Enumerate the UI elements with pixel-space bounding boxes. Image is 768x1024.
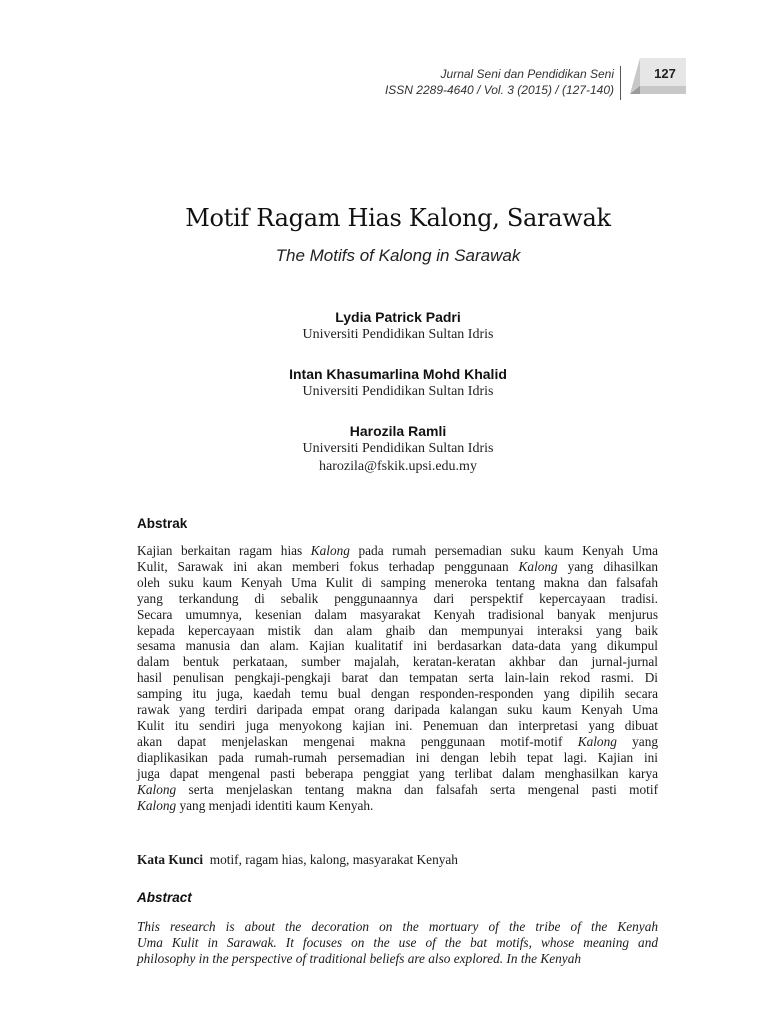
header-divider — [620, 66, 621, 100]
paragraph-line: juga dapat mengenal pasti beberapa penggiat yang terlibat dalam menghasilkan karya — [137, 765, 658, 781]
keywords-value: motif, ragam hias, kalong, masyarakat Kenyah — [209, 852, 458, 867]
author-affiliation: Universiti Pendidikan Sultan Idris — [302, 384, 494, 399]
paragraph-line: diaplikasikan pada rumah-rumah persemadian ini dengan lebih tepat lagi. Kajian ini — [137, 749, 658, 765]
journal-header — [385, 66, 614, 98]
paragraph-line: sesama manusia dan alam. Kajian kualitatif ini berdasarkan data-data yang dikumpul — [137, 638, 658, 654]
paragraph-line: akan dapat menjelaskan mengenai makna penggunaan motif-motif Kalong yang — [137, 733, 658, 749]
abstract-heading: Abstract — [137, 890, 192, 905]
paragraph-line: Secara umumnya, kesenian dalam masyarakat Kenyah tradisional banyak menjurus — [137, 606, 658, 622]
abstract-body — [137, 919, 658, 967]
paragraph-line: rawak yang terdiri daripada empat orang daripada kalangan suku kaum Kenyah Uma — [137, 702, 658, 718]
keywords — [137, 852, 658, 868]
paragraph-line: This research is about the decoration on the mortuary of the tribe of the Kenyah — [137, 919, 658, 934]
paragraph-line: dalam bentuk perkataan, sumber majalah, keratan-keratan akhbar dan jurnal-jurnal — [137, 654, 658, 670]
paper-subtitle: The Motifs of Kalong in Sarawak — [275, 246, 521, 265]
paragraph-line: oleh suku kaum Kenyah Uma Kulit di samping meneroka tentang makna dan falsafah — [137, 574, 658, 590]
paragraph-line: Kalong serta menjelaskan tentang makna dan falsafah serta mengenal pasti motif — [137, 781, 658, 797]
paragraph-line: kepada kepercayaan mistik dan alam ghaib dan mempunyai interaksi yang baik — [137, 622, 658, 638]
author-name: Harozila Ramli — [349, 423, 447, 439]
paper-title: Motif Ragam Hias Kalong, Sarawak — [185, 204, 611, 232]
paragraph-line: philosophy in the perspective of traditional beliefs are also explored. In the Kenyah — [137, 950, 582, 966]
author-name: Lydia Patrick Padri — [335, 309, 461, 325]
paragraph-line: samping itu juga, kaedah temu bual dengan responden-responden yang dipilih secara — [137, 686, 658, 702]
paragraph-line: Kulit itu sendiri juga menyokong kajian ini. Penemuan dan interpretasi yang dibuat — [137, 717, 658, 733]
abstrak-heading: Abstrak — [137, 516, 188, 531]
author-block — [0, 308, 768, 344]
author-name: Intan Khasumarlina Mohd Khalid — [289, 366, 507, 382]
author-block — [0, 365, 768, 401]
journal-name: Jurnal Seni dan Pendidikan Seni — [440, 67, 614, 81]
paragraph-line: hasil penulisan pengkaji-pengkaji barat dan tempatan serta lain-lain rekod rasmi. Di — [137, 670, 658, 686]
paragraph-line: Kulit, Sarawak ini akan memberi fokus terhadap penggunaan Kalong yang dihasilkan — [137, 558, 659, 574]
paragraph-line: Kajian berkaitan ragam hias Kalong pada rumah persemadian suku kaum Kenyah Uma — [137, 543, 658, 558]
journal-issn: ISSN 2289-4640 / Vol. 3 (2015) / (127-140) — [384, 83, 614, 97]
page-number: 127 — [654, 66, 676, 81]
paragraph-line: yang terkandung di sebalik penggunaannya dari perspektif kepercayaan tradisi. — [137, 590, 658, 606]
author-email[interactable]: harozila@fskik.upsi.edu.my — [319, 459, 477, 474]
author-affiliation: Universiti Pendidikan Sultan Idris — [302, 441, 494, 456]
paragraph-line: Uma Kulit in Sarawak. It focuses on the use of the bat motifs, whose meaning and — [137, 934, 658, 950]
page-number-tab — [626, 56, 686, 96]
abstrak-body — [137, 543, 658, 813]
author-block — [0, 422, 768, 476]
paragraph-line: Kalong yang menjadi identiti kaum Kenyah. — [137, 797, 374, 813]
author-affiliation: Universiti Pendidikan Sultan Idris — [302, 327, 494, 342]
keywords-label: Kata Kunci — [137, 852, 204, 867]
